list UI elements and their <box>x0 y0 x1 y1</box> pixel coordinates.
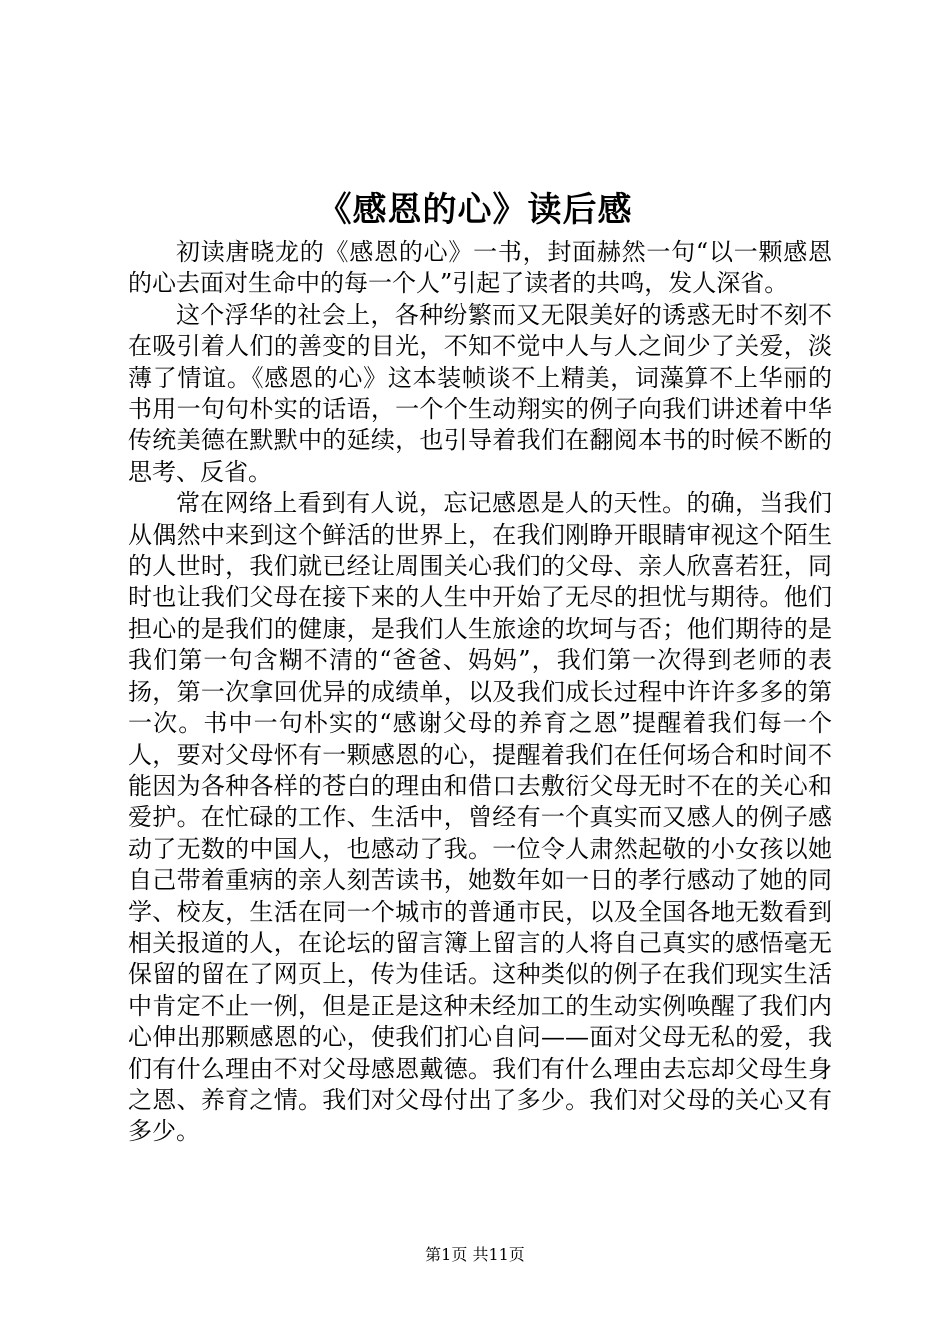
document-title: 《感恩的心》读后感 <box>317 190 633 230</box>
paragraph-3: 常在网络上看到有人说，忘记感恩是人的天性。的确，当我们从偶然中来到这个鲜活的世界上，在我们刚睁开眼睛审视这个陌生的人世时，我们就已经让周围关心我们的父母、亲人欣喜若狂，同时也让我们父母在接下来的人生中开始了无尽的担忧与期待。他们担心的是我们的健康，是我们人生旅途的坎坷与否；他们期待的是我们第一句含糊不清的“爸爸、妈妈”，我们第一次得到老师的表扬，第一次拿回优异的成绩单，以及我们成长过程中许许多多的第一次。书中一句朴实的“感谢父母的养育之恩”提醒着我们每一个人，要对父母怀有一颗感恩的心，提醒着我们在任何场合和时间不能因为各种各样的苍白的理由和借口去敷衍父母无时不在的关心和爱护。在忙碌的工作、生活中，曾经有一个真实而又感人的例子感动了无数的中国人，也感动了我。一位令人肃然起敬的小女孩以她自己带着重病的亲人刻苦读书，她数年如一日的孝行感动了她的同学、校友，生活在同一个城市的普通市民，以及全国各地无数看到相关报道的人，在论坛的留言簿上留言的人将自己真实的感悟毫无保留的留在了网页上，传为佳话。这种类似的例子在我们现实生活中肯定不止一例，但是正是这种未经加工的生动实例唤醒了我们内心伸出那颗感恩的心，使我们扪心自问——面对父母无私的爱，我们有什么理由不对父母感恩戴德。我们有什么理由去忘却父母生身之恩、养育之情。我们对父母付出了多少。我们对父母的关心又有多少。 <box>128 489 832 1146</box>
paragraph-1: 初读唐晓龙的《感恩的心》一书，封面赫然一句“以一颗感恩的心去面对生命中的每一个人”引起了读者的共鸣，发人深省。 <box>128 238 832 298</box>
document-body <box>128 237 832 1148</box>
page-footer: 第1页 共11页 <box>425 1245 525 1264</box>
paragraph-2: 这个浮华的社会上，各种纷繁而又无限美好的诱惑无时不刻不在吸引着人们的善变的目光，不知不觉中人与人之间少了关爱，淡薄了情谊。《感恩的心》这本装帧谈不上精美，词藻算不上华丽的书用一句句朴实的话语，一个个生动翔实的例子向我们讲述着中华传统美德在默默中的延续，也引导着我们在翻阅本书的时候不断的思考、反省。 <box>128 300 832 486</box>
